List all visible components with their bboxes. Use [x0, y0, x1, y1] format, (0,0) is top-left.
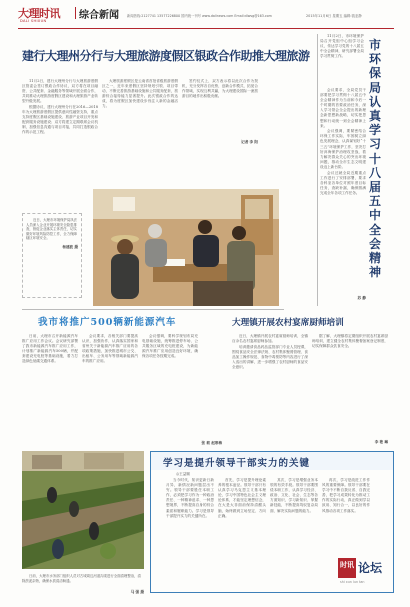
story-2-paragraph: 会议要求，各相关部门要提高认识，加强协作，认真落实国家和省州关于新能源汽车推广应用的各项政策措施，加快推进城市公交、出租车、公务用车等领域新能源汽车的推广应用。 — [82, 334, 138, 364]
forum-paragraph: 首先，学习是提升理论素养的根本途径。领导干部只有认真学习马克思主义基本理论，学习中国特色社会主义理论体系，才能坚定理想信念，在大是大非面前保持清醒头脑，始终做到立场坚定、方向正确。 — [218, 478, 266, 518]
forum-body-col4 — [322, 478, 370, 548]
forum-badge-en: shi xun lun tan — [340, 580, 365, 584]
forum-author: ◎王益顺 — [176, 472, 190, 476]
forum-body-col2 — [218, 478, 266, 586]
lead-paragraph: 签约仪式上，双方表示将以此次合作为契机，充分发挥各自优势，创新合作模式，拓宽合作领域，实现互利共赢，为大理建设国际一流旅游目的地作出积极贡献。 — [182, 79, 258, 99]
lead-body-col2 — [102, 79, 178, 189]
photo-divider — [22, 309, 284, 310]
forum-badge-top: 时讯 — [340, 560, 354, 569]
forum-badge — [338, 556, 390, 592]
photo-2-byline: 马 强 摄 — [130, 590, 144, 594]
photo-2-caption: 日前，大理市水务部门组织人员对古城周边河道沟渠进行全面清理整治，清除淤泥杂物，确保水质清洁畅通。 — [22, 574, 141, 583]
forum-body-col3 — [270, 478, 318, 586]
photo-1-caption-box — [22, 213, 82, 298]
masthead-info: 新闻热线:2127741 13577226800 国内统一刊号 www.dalinews.com Email:dlwsg@163.com — [127, 14, 272, 18]
sidebar-paragraph: 会议还就全局近期重点工作进行了安排部署，要求各科室各单位对照年度目标任务，查缺补漏，确保圆满完成全年各项工作任务。 — [320, 170, 366, 195]
story-2-body-col1 — [22, 334, 78, 436]
forum-paragraph: 当今时代，知识更新日新月异，新情况新问题层出不穷。领导干部要胜任本职工作，必须把学习作为一种政治责任、一种精神追求、一种思想境界，不断提高自身的综合素质和履职能力。学习是领导干部提升实力的关键所在。 — [166, 478, 214, 518]
sidebar-byline: 苏 静 — [357, 296, 366, 300]
lead-paragraph: 大理旅游度假区是云南省首批省级旅游度假区之一，近年来度假区坚持规划引领、项目带动，不断完善旅游基础设施和公共服务配套，旅游综合接待能力显著提升。此次银政合作的达成，将为度假区加快建设步伐注入新的金融活力。 — [102, 79, 178, 109]
story-2-byline: 张 莉 赵寒梅 — [201, 441, 222, 445]
forum-paragraph: 其次，学习是增强业务本领的有效手段。领导干部要围绕本职工作，认真学习经济、政治、文化、社会、生态等各方面知识，学习新知识、掌握新技能，不断提高驾驭复杂局面、解决实际问题的能力。 — [270, 478, 318, 513]
masthead-brand: 大理时讯 — [18, 7, 60, 20]
section-title: 综合新闻 — [79, 10, 119, 21]
story-2-headline: 我市将推广500辆新能源汽车 — [38, 317, 177, 328]
story-3-paragraph: 据了解，大理镇将定期组织开展农村宴席厨师培训，建立健全农村集体聚餐备案登记制度，切实保障群众饮食安全。 — [312, 334, 388, 349]
story-3-paragraph: 近日，大理镇开展农村宴席厨师培训，全镇百余名农村宴席厨师参加。 — [232, 334, 308, 344]
story-2-body-col3 — [142, 334, 198, 436]
masthead-date: 2015年11月6日 星期五 编辑:钱亚静 — [306, 14, 362, 18]
sidebar-rule — [317, 34, 318, 306]
photo-2-ditch — [22, 451, 144, 569]
sidebar-paragraph: 会议要求，全局党员干部要把学习贯彻十八届五中全会精神作为当前和今后一个时期的首要政治任务，深入学习领会全会提出的新理念新思想新战略，切实把思想和行动统一到全会精神上来。 — [320, 88, 366, 128]
photo-1-meeting — [93, 189, 279, 306]
sidebar-body — [320, 88, 366, 300]
sidebar-headline: 市环保局认真学习十八届五中全会精神 — [369, 38, 382, 280]
story-2-body-col2 — [82, 334, 138, 436]
photo-1-caption: 近日，大理市环境保护局执法人员深入企业开展环境安全隐患排查，督促企业落实主体责任，切实做好环境风险防控工作，全力保障辖区环境安全。 — [26, 218, 78, 241]
sidebar-paragraph: 会议强调，要紧密结合环保工作实际，牢固树立绿色发展理念，认真谋划好“十三五”环境保护工作，坚决打好洱海保护治理攻坚战，着力解决群众关心的突出环境问题，推动全市生态文明建设迈上新台阶。 — [320, 129, 366, 169]
story-3-headline: 大理镇开展农村宴席厨师培训 — [232, 318, 344, 328]
lead-body-col1 — [22, 79, 98, 189]
photo-1-byline: 杨建波 摄 — [62, 244, 78, 249]
masthead-brand-en: DALI SHIXUN — [20, 19, 47, 23]
lead-paragraph: 根据协议，建行大理州分行在2016—2018年为大理旅游度假区提供意向性融资支持，重点支持度假区基础设施建设、旅游产业项目开发和配套服务设施建设；双方将建立定期联席会议机制，加强信息沟通与项目对接，共同打造银政合作的示范工程。 — [22, 104, 98, 135]
story-3-paragraph: 培训邀请食品药品监管部门专业人员授课，围绕食品安全法律法规、农村集体聚餐管理、食品加工操作规范、食物中毒预防等内容进行了深入浅出的讲解，进一步增强了农村厨师的食品安全意识。 — [232, 344, 308, 370]
story-3-body-col2 — [312, 334, 388, 432]
story-3-body-col1 — [232, 334, 308, 432]
story-2-paragraph: 日前，大理市召开新能源汽车推广应用工作会议。会议研究部署了我市新能源汽车推广应用工作，计划推广新能源汽车500辆，并配套建设充电桩等基础设施，着力打造绿色低碳交通体系。 — [22, 334, 78, 364]
lead-byline: 记者 李 阳 — [241, 140, 258, 144]
sidebar-intro — [320, 34, 364, 86]
story-2-paragraph: 会议强调，要科学规划布局充电基础设施，统筹推进停车场、公共服务区域的充电桩建设，为新能源汽车推广应用创造良好环境，确保各项任务按期完成。 — [142, 334, 198, 359]
section-divider — [75, 7, 76, 19]
forum-paragraph: 再次，学习是改进工作作风的重要保障。领导干部要在学习中不断自我反省、自我完善，把学习成果转化为推动工作的实际行动，真正做到学以致用、知行合一，以良好的作风推动各项工作落实。 — [322, 478, 370, 513]
forum-body-col1 — [166, 478, 214, 586]
forum-headline: 学习是提升领导干部实力的关键 — [163, 458, 311, 469]
lead-paragraph: 11月2日，建行大理州分行与大理旅游度假区管委会签订银政合作协议，双方将在项目融资、公共配套、金融服务等领域开展全面合作，共同推动大理旅游度假区建设和大理旅游产业转型升级发展。 — [22, 79, 98, 104]
story-3-byline: 李 艳 琳 — [374, 440, 388, 444]
forum-badge-bottom: 论坛 — [358, 561, 383, 575]
lead-body-col3 — [182, 79, 258, 189]
sidebar-intro-text: 11月2日，市环境保护局召开党组中心组学习会议，传达学习党的十八届五中全会精神，研究部署全局学习贯彻工作。 — [320, 34, 364, 59]
masthead — [18, 5, 394, 29]
masthead-rule — [18, 28, 394, 29]
lead-headline: 建行大理州分行与大理旅游度假区银政合作助推大理旅游 — [22, 49, 310, 63]
